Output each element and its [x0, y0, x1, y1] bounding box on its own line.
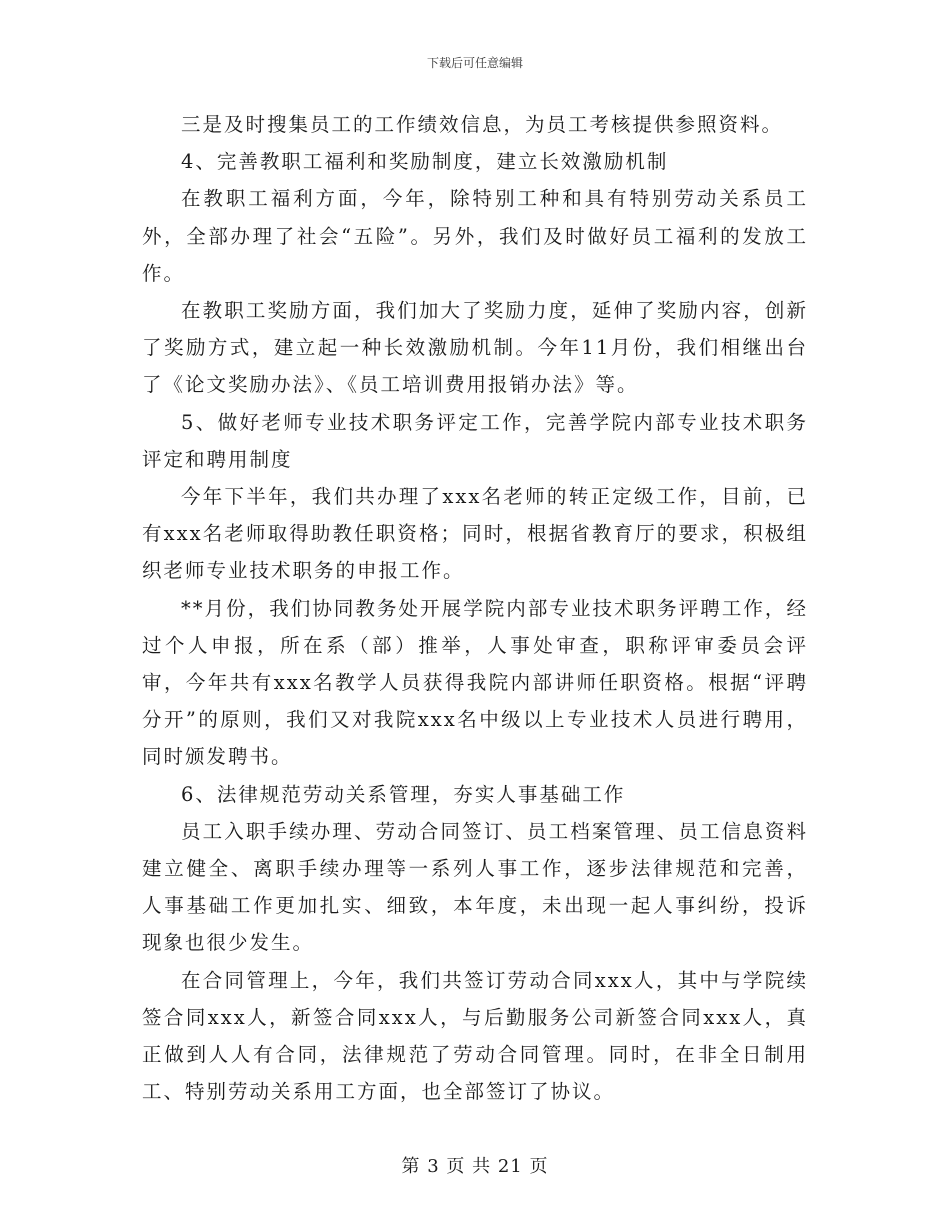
paragraph-1: 三是及时搜集员工的工作绩效信息，为员工考核提供参照资料。 — [181, 113, 784, 136]
section-heading-5: 5、做好老师专业技术职务评定工作，完善学院内部专业技术职务评定和聘用制度 — [142, 410, 808, 471]
section-heading-6: 6、法律规范劳动关系管理，夯实人事基础工作 — [181, 782, 626, 806]
paragraph-9: 员工入职手续办理、劳动合同签订、员工档案管理、员工信息资料建立健全、离职手续办理等一系列人事工作，逐步法律规范和完善，人事基础工作更加扎实、细致，本年度，未出现一起人事纠纷，投诉现象也很少发生。 — [142, 819, 808, 955]
paragraph-4: 在教职工奖励方面，我们加大了奖励力度，延伸了奖励内容，创新了奖励方式，建立起一种长效激励机制。今年11月份，我们相继出台了《论文奖励办法》、《员工培训费用报销办法》等。 — [142, 299, 808, 397]
paragraph-3: 在教职工福利方面，今年，除特别工种和具有特别劳动关系员工外，全部办理了社会“五险”。另外，我们及时做好员工福利的发放工作。 — [142, 187, 808, 285]
paragraph-6: 今年下半年，我们共办理了xxx名老师的转正定级工作，目前，已有xxx名老师取得助教任职资格；同时，根据省教育厅的要求，积极组织老师专业技术职务的申报工作。 — [142, 485, 808, 583]
section-heading-4: 4、完善教职工福利和奖励制度，建立长效激励机制 — [181, 150, 669, 174]
page-number: 第 3 页 共 21 页 — [401, 1156, 549, 1177]
paragraph-10: 在合同管理上，今年，我们共签订劳动合同xxx人，其中与学院续签合同xxx人，新签合同xxx人，与后勤服务公司新签合同xxx人，真正做到人人有合同，法律规范了劳动合同管理。同时，在非全日制用工、特别劳动关系用工方面，也全部签订了协议。 — [142, 968, 808, 1104]
paragraph-7: **月份，我们协同教务处开展学院内部专业技术职务评聘工作，经过个人申报，所在系（部）推举，人事处审查，职称评审委员会评审，今年共有xxx名教学人员获得我院内部讲师任职资格。根据“评聘分开”的原则，我们又对我院xxx名中级以上专业技术人员进行聘用，同时颁发聘书。 — [142, 596, 808, 769]
document-body — [142, 106, 808, 1110]
header-note: 下载后可任意编辑 — [426, 56, 523, 70]
